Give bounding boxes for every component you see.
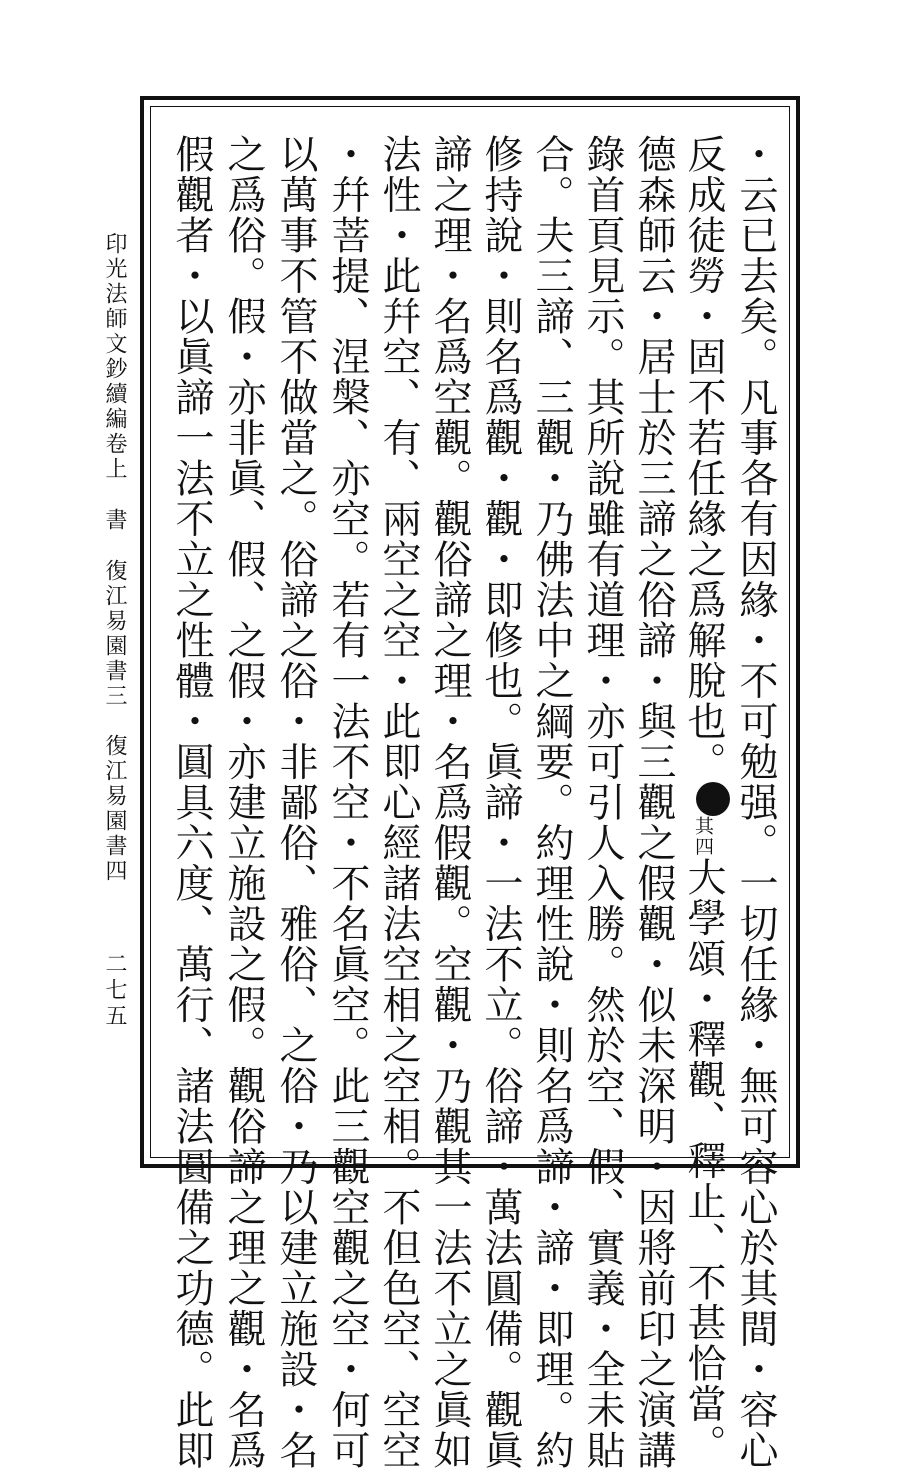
text-column-3: 德森師云・居士於三諦之俗諦・與三觀之假觀・似未深明・因將前印之演講 [631, 134, 676, 1471]
text-column-10: 以萬事不管不做當之。俗諦之俗・非鄙俗、雅俗、之俗・乃以建立施設・名 [273, 134, 318, 1471]
text-column-4: 錄首頁見示。其所說雖有道理・亦可引人入勝。然於空、假、實義・全未貼 [580, 134, 625, 1471]
text-column-6: 修持說・則名爲觀・觀・即修也。眞諦・一法不立。俗諦・萬法圓備。觀眞 [478, 134, 523, 1471]
text-column-2 [680, 134, 730, 1465]
book-title: 印光法師文鈔續編卷上 [102, 232, 127, 482]
section-label: 書 [102, 508, 127, 533]
text-column-1: ・云已去矣。凡事各有因緣・不可勉强。一切任緣・無可容心於其間・容心 [733, 134, 778, 1471]
text-column-8: 法性・此幷空、有、兩空之空・此即心經諸法空相之空相。不但色空、空空 [376, 134, 421, 1471]
text-column-5: 合。夫三諦、三觀・乃佛法中之綱要。約理性說・則名爲諦・諦・即理。約 [529, 134, 574, 1471]
text-column-12: 假觀者・以眞諦一法不立之性體・圓具六度、萬行、諸法圓備之功德。此即 [169, 134, 214, 1471]
text-column-9: ・幷菩提、涅槃、亦空。若有一法不空・不名眞空。此三觀空觀之空・何可 [325, 134, 370, 1471]
column-2-text-a: 反成徒勞・固不若任緣之爲解脫也。 [681, 134, 726, 782]
column-2-text-b: 大學頌・釋觀、釋止、不甚恰當。 [681, 857, 726, 1465]
letter-titles: 復江易園書三 復江易園書四 [102, 559, 127, 884]
page-number: 二七五 [102, 952, 127, 1030]
margin-header [100, 232, 130, 884]
filled-circle-marker-icon [696, 782, 730, 816]
inline-note: 其四 [692, 816, 714, 857]
text-column-11: 之爲俗。假・亦非眞、假、之假・亦建立施設之假。觀俗諦之理之觀・名爲 [221, 134, 266, 1471]
text-column-7: 諦之理・名爲空觀。觀俗諦之理・名爲假觀。空觀・乃觀其一法不立之眞如 [427, 134, 472, 1471]
